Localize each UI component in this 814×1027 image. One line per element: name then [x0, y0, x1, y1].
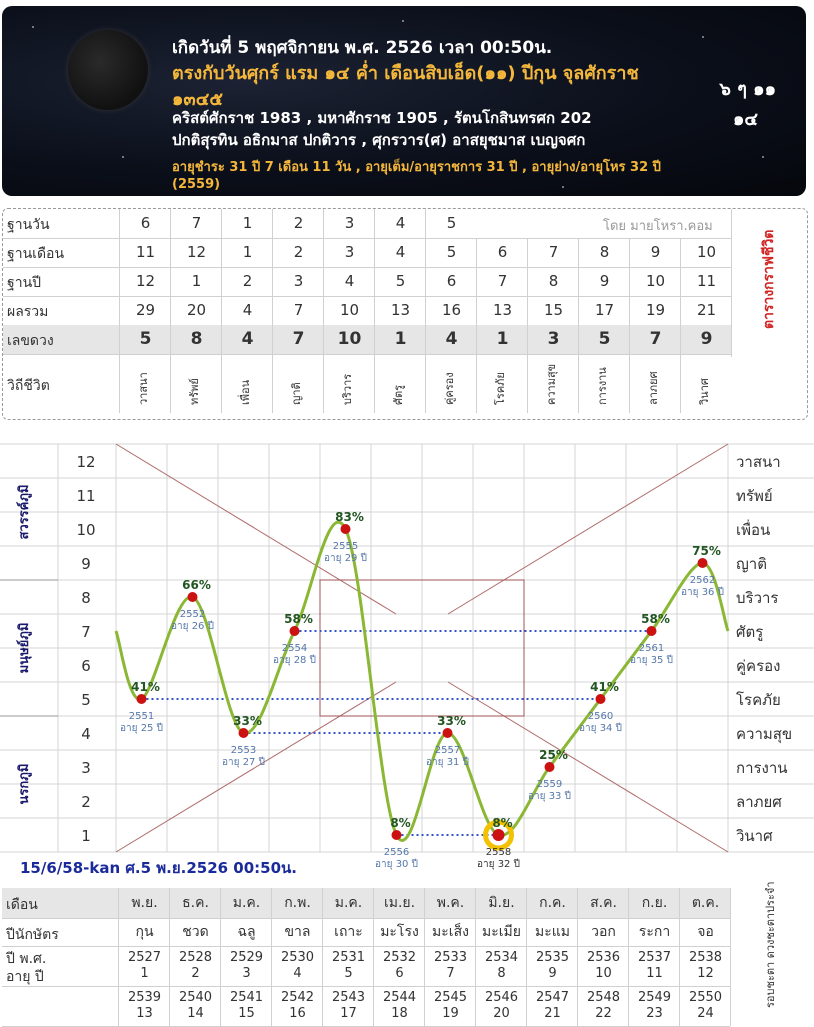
point-percent-label: 33%: [437, 714, 466, 728]
point-age-label: อายุ 25 ปี: [120, 723, 163, 734]
life-path-cell: วินาศ: [680, 355, 732, 413]
y-tick-label: 6: [81, 657, 91, 675]
table-cell: 9: [578, 267, 630, 296]
right-axis-label: ลาภยศ: [736, 793, 782, 811]
table-cell: 2548 22: [577, 986, 629, 1026]
table2-side-title: รอบชะตา ดวงชะตาประจำ: [730, 888, 807, 1026]
point-year-label: 2561: [638, 643, 665, 654]
zone-label: สวรรค์ภูมิ: [17, 484, 32, 540]
right-axis-label: ทรัพย์: [736, 487, 773, 505]
table-cell: 3: [323, 238, 375, 267]
chula-era-line: ๑๓๔๕: [172, 89, 223, 110]
table-cell: 7: [272, 296, 324, 325]
table-cell: 1: [221, 209, 273, 238]
data-point: [443, 728, 453, 738]
table-cell: 21: [680, 296, 732, 325]
row-label: ฐานวัน: [7, 217, 50, 233]
table-cell: ขาล: [271, 918, 323, 946]
y-tick-label: 4: [81, 725, 91, 743]
thai-date-code: ๖ ๆ ๑๑: [719, 79, 776, 100]
table-cell: 6: [425, 267, 477, 296]
table-cell: 8: [578, 238, 630, 267]
y-tick-label: 11: [76, 487, 96, 505]
table-cell: ก.ค.: [526, 888, 578, 918]
point-year-label: 2554: [281, 643, 308, 654]
table-cell: 2543 17: [322, 986, 374, 1026]
data-point: [493, 829, 505, 841]
data-point: [545, 762, 555, 772]
table-cell: เถาะ: [322, 918, 374, 946]
table-cell: 13: [374, 296, 426, 325]
table-row: [2, 946, 730, 987]
point-age-label: อายุ 30 ปี: [375, 859, 418, 870]
right-axis-label: ศัตรู: [736, 623, 764, 641]
table-cell: 2550 24: [679, 986, 731, 1026]
point-percent-label: 66%: [182, 578, 211, 592]
table-cell: 4: [374, 209, 426, 238]
birth-date-line: เกิดวันที่ 5 พฤศจิกายน พ.ศ. 2526 เวลา 00:50น.: [172, 38, 553, 58]
table-cell: 6: [119, 209, 171, 238]
right-axis-label: บริวาร: [736, 589, 779, 607]
moon-icon: [68, 30, 148, 110]
table-cell: 7: [272, 325, 324, 354]
yearly-fortune-table: [2, 881, 806, 1026]
table-row: [2, 888, 730, 919]
table-cell: 2: [272, 238, 324, 267]
y-tick-label: 7: [81, 623, 91, 641]
life-path-row: [3, 355, 731, 417]
right-axis-label: ญาติ: [736, 555, 767, 573]
table-cell: 9: [680, 325, 732, 354]
table-cell: 4: [374, 238, 426, 267]
table-row: [2, 986, 730, 1027]
life-path-cell: วาสนา: [119, 355, 171, 413]
table-cell: 2536 10: [577, 946, 629, 986]
life-path-cell: ญาติ: [272, 355, 324, 413]
life-path-cell: คู่ครอง: [425, 355, 477, 413]
table-cell: 12: [119, 267, 171, 296]
point-percent-label: 41%: [131, 680, 160, 694]
table-row: [3, 209, 731, 239]
right-axis-label: เพื่อน: [736, 521, 771, 539]
table-row: [3, 296, 731, 326]
table-cell: 5: [578, 325, 630, 354]
table-cell: 2532 6: [373, 946, 425, 986]
table-cell: 6: [476, 238, 528, 267]
data-point: [239, 728, 249, 738]
table-cell: 7: [476, 267, 528, 296]
life-path-cell: โรคภัย: [476, 355, 528, 413]
table-cell: 2530 4: [271, 946, 323, 986]
point-age-label: อายุ 26 ปี: [171, 621, 214, 632]
chart-footer-label: 15/6/58-kan ศ.5 พ.ย.2526 00:50น.: [20, 859, 297, 877]
life-path-cell: ลาภยศ: [629, 355, 681, 413]
point-year-label: 2559: [536, 779, 563, 790]
data-point: [596, 694, 606, 704]
table-row: [3, 325, 731, 355]
row-label: เดือน: [6, 897, 38, 913]
table-cell: 2541 15: [220, 986, 272, 1026]
table-cell: 2549 23: [628, 986, 680, 1026]
table-cell: กุน: [118, 918, 170, 946]
table-cell: ระกา: [628, 918, 680, 946]
table-cell: 2539 13: [118, 986, 170, 1026]
table-row: [3, 238, 731, 268]
point-percent-label: 25%: [539, 748, 568, 762]
table-cell: 9: [629, 238, 681, 267]
table-cell: ส.ค.: [577, 888, 629, 918]
table-row: [3, 267, 731, 297]
point-year-label: 2562: [689, 575, 716, 586]
table-cell: 29: [119, 296, 171, 325]
point-year-label: 2553: [230, 745, 257, 756]
life-path-cell: ศัตรู: [374, 355, 426, 413]
row-label: อายุ ปี: [6, 969, 44, 985]
table-cell: 17: [578, 296, 630, 325]
right-axis-label: โรคภัย: [736, 691, 781, 709]
row-label: ฐานเดือน: [7, 246, 65, 262]
table-cell: 5: [425, 238, 477, 267]
birth-info-header: [2, 6, 806, 196]
table-cell: ธ.ค.: [169, 888, 221, 918]
data-point: [647, 626, 657, 636]
y-tick-label: 10: [76, 521, 96, 539]
data-point: [392, 830, 402, 840]
table-cell: 3: [527, 325, 579, 354]
data-point: [341, 524, 351, 534]
right-axis-label: วินาศ: [736, 827, 773, 845]
table-cell: มะเส็ง: [424, 918, 476, 946]
life-chart: [0, 424, 814, 882]
table-cell: ก.พ.: [271, 888, 323, 918]
point-year-label: 2551: [128, 711, 155, 722]
table-cell: พ.ค.: [424, 888, 476, 918]
credit-text: โดย มายโหรา.คอม: [603, 219, 713, 234]
table-cell: 10: [323, 296, 375, 325]
right-axis-label: คู่ครอง: [736, 657, 781, 675]
y-tick-label: 8: [81, 589, 91, 607]
life-graph-table: [2, 208, 808, 420]
point-year-label: 2557: [434, 745, 461, 756]
table-cell: ม.ค.: [220, 888, 272, 918]
table-cell: 4: [221, 325, 273, 354]
table-cell: วอก: [577, 918, 629, 946]
point-year-label: 2558: [485, 847, 512, 858]
point-percent-label: 75%: [692, 544, 721, 558]
table-cell: 5: [425, 209, 477, 238]
table-cell: มิ.ย.: [475, 888, 527, 918]
table-cell: 1: [221, 238, 273, 267]
point-age-label: อายุ 27 ปี: [222, 757, 265, 768]
thai-day-code: ๑๔: [732, 109, 758, 130]
table-cell: 2538 12: [679, 946, 731, 986]
table-cell: 2527 1: [118, 946, 170, 986]
data-point: [698, 558, 708, 568]
table-cell: 12: [170, 238, 222, 267]
row-label: ปี พ.ศ.: [6, 951, 47, 967]
era-line: คริสต์ศักราช 1983 , มหาศักราช 1905 , รัตนโกสินทรศก 202: [172, 109, 592, 127]
table-cell: 2540 14: [169, 986, 221, 1026]
right-axis-label: การงาน: [736, 759, 788, 777]
diagonal-line: [116, 444, 396, 614]
table-cell: 2: [272, 209, 324, 238]
table-cell: 19: [629, 296, 681, 325]
table-cell: มะโรง: [373, 918, 425, 946]
row-label: วิถีชีวิต: [7, 378, 50, 394]
point-percent-label: 41%: [590, 680, 619, 694]
row-label: ฐานปี: [7, 275, 42, 291]
table-cell: 5: [119, 325, 171, 354]
table-cell: ม.ค.: [322, 888, 374, 918]
right-axis-label: ความสุข: [736, 725, 793, 743]
table-side-title: ตารางกราฟชีวิต: [731, 209, 808, 357]
table-cell: พ.ย.: [118, 888, 170, 918]
table-cell: 2544 18: [373, 986, 425, 1026]
table-cell: มะเมีย: [475, 918, 527, 946]
life-path-cell: เพื่อน: [221, 355, 273, 413]
table-cell: 5: [374, 267, 426, 296]
table-cell: ก.ย.: [628, 888, 680, 918]
table-cell: 2535 9: [526, 946, 578, 986]
table-cell: 8: [170, 325, 222, 354]
table-cell: 2: [221, 267, 273, 296]
table-cell: 15: [527, 296, 579, 325]
point-age-label: อายุ 34 ปี: [579, 723, 622, 734]
table-cell: 1: [374, 325, 426, 354]
point-age-label: อายุ 32 ปี: [477, 859, 520, 870]
point-percent-label: 33%: [233, 714, 262, 728]
table-cell: 2531 5: [322, 946, 374, 986]
point-percent-label: 8%: [390, 816, 411, 830]
table-cell: 2542 16: [271, 986, 323, 1026]
table-cell: 4: [323, 267, 375, 296]
table-cell: 3: [272, 267, 324, 296]
row-label: ปีนักษัตร: [6, 927, 59, 943]
point-percent-label: 58%: [284, 612, 313, 626]
row-label: ผลรวม: [7, 304, 49, 320]
table-cell: 7: [527, 238, 579, 267]
table-cell: 10: [629, 267, 681, 296]
table-cell: 2537 11: [628, 946, 680, 986]
point-percent-label: 58%: [641, 612, 670, 626]
table-cell: 7: [629, 325, 681, 354]
table-cell: 16: [425, 296, 477, 325]
point-year-label: 2555: [332, 541, 359, 552]
table-cell: 2545 19: [424, 986, 476, 1026]
life-path-cell: การงาน: [578, 355, 630, 413]
table-cell: 11: [680, 267, 732, 296]
calendar-line: ปกติสุรทิน อธิกมาส ปกติวาร , ศุกรวาร(ศ) อาสยุชมาส เบญจศก: [172, 131, 586, 149]
data-point: [290, 626, 300, 636]
table-cell: 2546 20: [475, 986, 527, 1026]
table-cell: 1: [476, 325, 528, 354]
age-line: อายุชำระ 31 ปี 7 เดือน 11 วัน , อายุเต็ม/อายุราชการ 31 ปี , อายุย่าง/อายุโหร 32 ปี (2559): [172, 160, 661, 192]
y-tick-label: 1: [81, 827, 91, 845]
table-cell: 2534 8: [475, 946, 527, 986]
table-cell: 10: [680, 238, 732, 267]
zone-label: นรกภูมิ: [17, 763, 32, 805]
table-cell: 20: [170, 296, 222, 325]
point-age-label: อายุ 28 ปี: [273, 655, 316, 666]
zone-label: มนุษย์ภูมิ: [17, 622, 32, 674]
life-path-cell: ความสุข: [527, 355, 579, 413]
table-cell: 4: [221, 296, 273, 325]
table-cell: 2528 2: [169, 946, 221, 986]
point-age-label: อายุ 35 ปี: [630, 655, 673, 666]
table-cell: เม.ย.: [373, 888, 425, 918]
right-axis-label: วาสนา: [736, 453, 781, 471]
table-row: [2, 918, 730, 947]
point-year-label: 2560: [587, 711, 614, 722]
y-tick-label: 12: [76, 453, 96, 471]
table-cell: 2533 7: [424, 946, 476, 986]
table-cell: มะแม: [526, 918, 578, 946]
table-cell: ต.ค.: [679, 888, 731, 918]
table-cell: 11: [119, 238, 171, 267]
table-cell: ฉลู: [220, 918, 272, 946]
table-cell: 2529 3: [220, 946, 272, 986]
table-cell: ชวด: [169, 918, 221, 946]
table-cell: 8: [527, 267, 579, 296]
point-year-label: 2552: [179, 609, 206, 620]
table-cell: 10: [323, 325, 375, 354]
point-age-label: อายุ 36 ปี: [681, 587, 724, 598]
point-percent-label: 8%: [492, 816, 513, 830]
point-age-label: อายุ 33 ปี: [528, 791, 571, 802]
life-path-cell: ทรัพย์: [170, 355, 222, 413]
table-cell: 4: [425, 325, 477, 354]
life-path-cell: บริวาร: [323, 355, 375, 413]
table-cell: จอ: [679, 918, 731, 946]
point-age-label: อายุ 31 ปี: [426, 757, 469, 768]
point-percent-label: 83%: [335, 510, 364, 524]
point-age-label: อายุ 29 ปี: [324, 553, 367, 564]
table-cell: 2547 21: [526, 986, 578, 1026]
table-cell: 1: [170, 267, 222, 296]
data-point: [137, 694, 147, 704]
lunar-date-line: ตรงกับวันศุกร์ แรม ๑๔ ค่ำ เดือนสิบเอ็ด(๑๑) ปีกุน จุลศักราช: [172, 63, 639, 84]
point-year-label: 2556: [383, 847, 410, 858]
row-label: เลขดวง: [7, 333, 54, 349]
table-cell: 7: [170, 209, 222, 238]
y-tick-label: 9: [81, 555, 91, 573]
table-cell: 3: [323, 209, 375, 238]
data-point: [188, 592, 198, 602]
y-tick-label: 3: [81, 759, 91, 777]
table-cell: 13: [476, 296, 528, 325]
y-tick-label: 5: [81, 691, 91, 709]
y-tick-label: 2: [81, 793, 91, 811]
